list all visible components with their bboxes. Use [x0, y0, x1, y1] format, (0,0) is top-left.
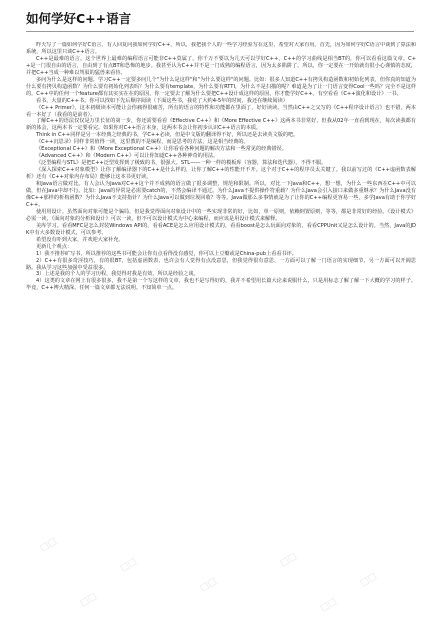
paragraph-compare-java: 和Java语言做对比。有人会认为Java对C++这个并不成熟的语言做了很多调整，规范和限制。所以，对比一下Java和C++，想一想，为什么一些东西在C++中可以做，但在Java中却不行。比如：Java的异常是必需要catch的，不然会编译不通过。为什么Java不提供操作符重载？为什么Java会引入接口来做多重继承？为什么Java没有像C++那样的析构函数？为什么Java不支持指针？为什么Java可以做到垃圾回收？等等。Java做那么多事情就是为了让你的C++编程更容易一些，多学Java有助于你学好C++。	[26, 181, 416, 208]
paragraph-read-books: 看书，大量的C++书。你可以找如下先后顺序阅读（下面这些书，我花了大约4-5年的时间，我还在继续阅读）	[36, 97, 288, 104]
paragraph-update-2: 2）C++有很多奇淫技巧，有的很BT，包括虚函数表，也许会有人觉得有点没意思，但我觉得很有意思，一方面可以了解一门语言的实现细节，另一方面可以开阔思路。我从学习这些加强中受益很多。	[26, 257, 416, 271]
paragraph-book-ruminations: 《C++沉思录》同样非常值得一读，这里教的不是编程，而是思考的方法，这是相当经典的。	[36, 139, 249, 146]
watermark-mark: □□	[118, 556, 139, 574]
watermark-mark: □□	[358, 571, 379, 589]
document-body	[26, 42, 416, 577]
paragraph-ask-why: 多问为什么是这样的问题。学习C++一定要多问几个"为什么是这样"和"为什么要这样"的问题。比如：很多人知道C++有拷贝构造函数和初始化列表，但你真的知道为什么要有拷贝构造函数？为什么要有初始化列表吗？为什么要有template，为什么要有RTTI，为什么不是扫描的呢？难道是为了让一门语言变得Cool一些吗？完全不是这样的，C++中的任何一个feature都有其实实在在的原因，你一定要去了解为什么要把C++设计成这样的原因，你才能学好C++。有空看看《C++演化和设计》一书。	[26, 76, 416, 97]
paragraph-book-exceptional: 《Exceptional C++》和《More Exceptional C++》让你看看各种问题的解决方法和一些常见的经典错误。	[36, 146, 287, 153]
paragraph-book-generic: 《泛型编程与STL》是把C++泛型发挥到了极致的书，很强大。STL——一种一样的模板库（容器，算法和迭代器）。不得不服。	[36, 160, 327, 167]
paragraph-update-heading: 更新几个观点：	[36, 243, 72, 250]
title-divider	[26, 31, 414, 32]
paragraph-book-thinking: Think in C++同样是另一本经典之经典的书，学C++必读，但是中文版的翻译得不好，所以还是去读英文版的吧。	[36, 132, 299, 139]
paragraph-update-1: 1）我不推荐矿写书，所以推荐的这些书可能会让你有点看得没有感觉，你可以上豆瓣或是China-pub上看看书评。	[36, 250, 297, 257]
watermark-mark: □□	[78, 591, 99, 609]
paragraph-update-3: 3）上述是我的个人的学习历程，我觉得对我是有效，所以是经验之谈。	[36, 271, 199, 278]
watermark-mark: □□	[38, 536, 59, 554]
paragraph-book-effective: 了解C++的语法仅仅是万里长征的第一步，你还需要看看《Effective C++》和《More Effective C++》这两本书非常好，但我从02年一直看到现在，每次读我都有新的体会，这两本书一定要看完。如果你对C++语言本身，这两本书会让你初步认识C++语言的本质。	[26, 118, 416, 132]
document-title: 如何学好C++语言	[26, 11, 132, 26]
paragraph-design: 使用用设计。虽然面向对象可能是个骗局，但是我觉得面向对象设计中的一些实现非常的好，比如，单一原则，依赖倒置原则，等等，都是非常好的经验。《设计模式》必需一读，《面向对象的分析和设计》可以一读。但不可以设计模式为中心来编程，而应该是用设计模式来解释。	[26, 208, 416, 222]
paragraph-book-object-model: 《深入探索C++对象模型》让你了解编译器下的C++是什么样的，让你了解C++的性能开不开。这个对于C++的程序员太关键了。我以前写过的《C++虚函数表解析》还有《C++对象内存布局》能够让这本书更好读。	[26, 167, 416, 181]
watermark-mark: □□	[318, 596, 339, 614]
paragraph-update-4: 4）这类的文章在网上有很多很多，我不是第一个写这样的文章，我也不是写得好的，我并不希望用长篇大论来说服什么，只是用标志了解了解一下大概的学习的样子。毕竟，C++博大精深，任何一篇文章都无法说明。不知简单一点。	[26, 278, 416, 292]
paragraph-book-advanced: 《Advanced C++》和《Modern C++》可以让你知道C++各种神奇的用法。	[36, 153, 219, 160]
paragraph-difficulty: C++是最难的语言。这个世界上最难的编程语言可能非C++莫属了。你千万不要以为几天可以学好C++，C++的学习曲线是相当BT的，你可以看看这篇文章。C++是一门很自由的语言，自由到了有点BT和恐怖的地步。我甚至认为C++并不是一门成熟的编程语言，因为太多陷阱了。所以，你一定要在一开始就有很小心谨慎的态度，并把C++当成一种难以驾驭的猛兽来看待。	[26, 55, 416, 76]
paragraph-libraries: 美库学习。看看MFC是怎么封装Windows API的，看看ACE是怎么应用设计模式的，看看boost是怎么玩面向对象的，看看CPPUnit又是怎么设计的。当然，Java的JDK中有大多数设计模式，可以参考。	[26, 222, 416, 236]
paragraph-book-primer: 《C++ Primer》，这本初级读本可能让会你痛得很痛苦，所有的语言的特性和功能都在里面了，好好读读。当然由C++之父写的《C++程序设计语言》也不错，两本看一本好了（我看的是前者）。	[26, 104, 416, 118]
paragraph-intro: 昨天写了一篇如何学好C语言，有人回复问我如何学好C++，所以，我把我个人的一些学习经验写在这里，希望对大家有用。首先，因为如何学好C语言中谈到了算法和系统，所以这里只谈C++语言。	[26, 42, 416, 55]
watermark-mark: □□	[198, 576, 219, 594]
watermark-mark: □□	[278, 551, 299, 569]
paragraph-closing: 希望没有吓到大家，并欢迎大家补充。	[36, 236, 124, 243]
